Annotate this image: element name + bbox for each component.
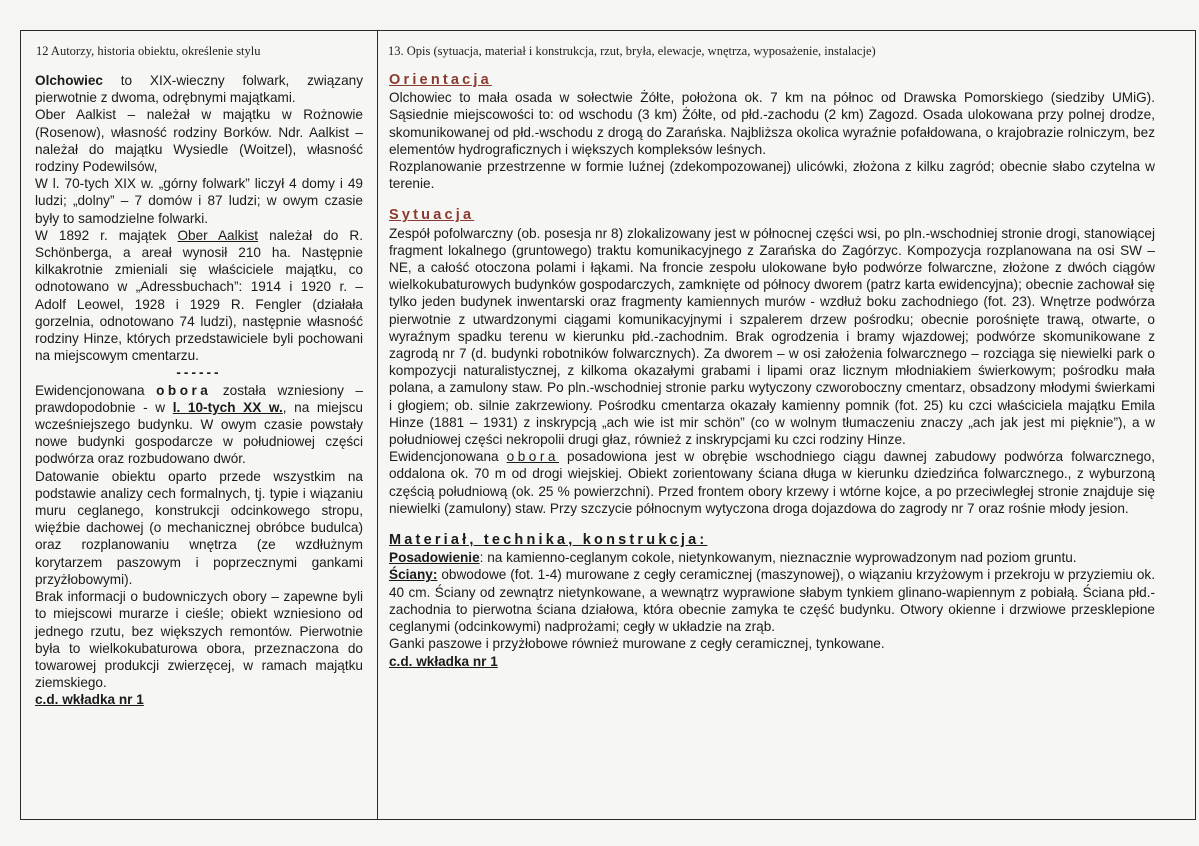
- ober-aalkist-paragraph: Ober Aalkist – należał w majątku w Rożnowie (Rosenow), własność rodziny Borków. Ndr. Aalkist – należał do majątku Wysiedle (Woitzel), własność rodziny Podewilsów,: [35, 107, 363, 175]
- orientacja-paragraph-2: Rozplanowanie przestrzenne w formie luźnej (zdekompozowanej) ulicówki, złożona z kilku zagród; obecnie słabo czytelna w terenie.: [389, 159, 1155, 192]
- intro-paragraph: [35, 72, 363, 106]
- seventies-paragraph: W l. 70-tych XIX w. „górny folwark” liczył 4 domy i 49 ludzi; „dolny” – 7 domów i 87 ludzi; w owym czasie były to samodzielne folwarki.: [35, 176, 363, 226]
- continued-note-right: c.d. wkładka nr 1: [389, 653, 498, 669]
- sciany-text: obwodowe (fot. 1-4) murowane z cegły ceramicznej (maszynowej), o wiązaniu krzyżowym i przekroju w przyziemiu ok. 40 cm. Ściany od zewnątrz nietynkowane, a wewnątrz wyprawione słabym tynkiem glinano-wapiennym z pobiałą. Ściana płd.-zachodnia to pierwotna ściana działowa, która obecnie zamyka te część budynku. Otwory okienne i drzwiowe przesklepione ceglanymi (odcinkowymi) nadprożami; cegły w układzie na zrąb.: [389, 567, 1155, 635]
- obora-text-b: została wzniesiony – prawdopodobnie - w: [35, 382, 364, 415]
- orientacja-paragraph-1: Olchowiec to mała osada w sołectwie Żółte, położona ok. 7 km na północ od Drawska Pomorskiego (siedziby UMiG). Sąsiednie miejscowości to: od wschodu (3 km) Żółte, od płd.-zachodu (2 km) Zagozd. Osada ulokowana przy polnej drodze, skomunikowanej od płd.-wschodu z drogą do Zarańska. Najbliższa okolica wyraźnie pofałdowana, o krajobrazie rolniczym, bez elementów hydrograficznych i większych kompleksów leśnych.: [389, 90, 1155, 157]
- column-divider: [377, 30, 378, 820]
- posadowienie-paragraph: [389, 549, 1155, 566]
- obora-word-right: obora: [506, 449, 559, 465]
- sytuacja-heading: Sytuacja: [389, 207, 475, 224]
- place-name: Olchowiec: [35, 73, 103, 88]
- obora-word: obora: [156, 382, 212, 398]
- datowanie-paragraph: Datowanie obiektu oparto przede wszystkim na podstawie analizy cech formalnych, tj. typie i wiązaniu muru ceglanego, konstrukcji odcinkowego stropu, więźbie dachowej (o mechanicznej obróbce budulca) oraz rozplanowaniu wnętrza (ze wzdłużnym korytarzem paszowym i poprzecznymi gankami przyżłobowymi).: [35, 468, 363, 587]
- sciany-paragraph: [389, 566, 1155, 635]
- posadowienie-text: : na kamienno-ceglanym cokole, nietynkowanym, nieznacznie wyprowadzonym nad poziom gruntu.: [479, 550, 1077, 566]
- obora-paragraph: [35, 382, 363, 468]
- separator-dashes: ------: [176, 365, 222, 381]
- obora-date: l. 10-tych XX w.: [172, 399, 283, 415]
- sytuacja-paragraph-2: [389, 448, 1155, 517]
- sytuacja-text-b: posadowiona jest w obrębie wschodniego ciągu dawnej zabudowy podwórza folwarcznego, oddalona ok. 70 m od drogi wiejskiej. Obiekt zorientowany ściana długa w kierunku dziedzińca folwarcznego., z wyburzoną częścią południową (ok. 25 % powierzchni). Przed frontem obory krzewy i wtórne kojce, a po przeciwległej stronie znajduje się niewielki (zamulony) staw. Przy szczycie północnym wytyczona droga dojazdowa do zagrody nr 7 oraz rośnie młody jesion.: [389, 449, 1156, 516]
- description-column: [389, 72, 1155, 670]
- sytuacja-text-a: Ewidencjonowana: [389, 449, 507, 465]
- obora-text-c: , na miejscu wcześniejszego budynku. W owym czasie powstały nowe budynki gospodarcze w południowej części podwórza oraz rozbudowano dwór.: [35, 399, 363, 467]
- material-heading: Materiał, technika, konstrukcja:: [389, 532, 708, 549]
- history-column: [35, 72, 363, 709]
- posadowienie-label: Posadowienie: [389, 550, 480, 566]
- sytuacja-paragraph-1: Zespół pofolwarczny (ob. posesja nr 8) zlokalizowany jest w północnej części wsi, po pln.-wschodniej stronie drogi, stanowiącej fragment lokalnego (gruntowego) traktu komunikacyjnego z Zarańska do Zagórzyc. Kompozycja rozplanowana na osi SW – NE, a całość otoczona polami i łąkami. Na froncie zespołu ulokowane było podwórze folwarczne, złożone z dwóch ciągów wielkokubaturowych budynków gospodarczych, zamknięte od północy dworem (patrz karta ewidencyjna); obecnie zachował się tylko jeden budynek inwentarski oraz fragmenty kamiennych murów - wzdłuż boku zachodniego (fot. 23). Wnętrze podwórza pierwotnie z utwardzonymi ciągami komunikacyjnymi i szpalerem drzew pośrodku; obecnie porośnięte trawą, otwarte, o wyraźnym spadku terenu w kierunku płd.-zachodnim. Brak ogrodzenia i bramy wjazdowej; podwórze skomunikowane z zagrodą nr 7 (d. budynki robotników folwarcznych). Za dworem – w osi założenia folwarcznego – rozciąga się niewielki park o kompozycji naturalistycznej, z kilkoma okazałymi grabami i lipami oraz licznym młodniakiem świerkowym; pośrodku mała polana, a zamulony staw. Po pln.-wschodniej stronie parku wytyczony czworoboczny cmentarz, obsadzony młodymi świerkami i głogiem; ob. silnie zakrzewiony. Pośrodku cmentarza okazały kamienny pomnik (fot. 25) ku czci właściciela majątku Emila Hinze (1881 – 1931) z inskrypcją „ach wie ist mir schön” (co w wolnym tłumaczeniu znaczy „ach jak jest mi pięknie”), a w południowej części nekropolii drugi głaz, również z inskrypcjami ku czci rodziny Hinze.: [389, 225, 1155, 448]
- obora-text-a: Ewidencjonowana: [35, 382, 157, 398]
- left-section-header: 12 Autorzy, historia obiektu, określenie stylu: [36, 44, 261, 58]
- continued-note-left: c.d. wkładka nr 1: [35, 692, 144, 708]
- right-section-header: 13. Opis (sytuacja, materiał i konstrukcja, rzut, bryła, elewacje, wnętrza, wyposażenie, instalacje): [388, 44, 876, 58]
- year-1892-paragraph: [35, 227, 363, 365]
- text-1892-a: W 1892 r. majątek: [35, 227, 178, 243]
- orientacja-heading: Orientacja: [389, 72, 492, 88]
- intro-text: to XIX-wieczny folwark, związany pierwotnie z dwoma, odrębnymi majątkami.: [35, 73, 363, 106]
- ober-aalkist-underlined: Ober Aalkist: [177, 227, 259, 243]
- brak-paragraph: Brak informacji o budowniczych obory – zapewne byli to miejscowi murarze i cieśle; obiekt wzniesiono od jednego rzutu, bez większych remontów. Pierwotnie była to wielkokubaturowa obora, przeznaczona do towarowej produkcji zwierzęcej, w ramach majątku ziemskiego.: [35, 589, 363, 691]
- text-1892-b: należał do R. Schönberga, a areał wynosił 210 ha. Następnie kilkakrotnie zmieniali się właściciele majątku, co odnotowano w „Adressbuchach”: 1914 i 1920 r. – Adolf Leowel, 1928 i 1929 R. Fengler (działała gorzelnia, odnotowano 74 ludzi), następnie własność rodziny Hinze, których przedstawiciele byli pochowani na miejscowym cmentarzu.: [35, 227, 363, 364]
- ganki-paragraph: Ganki paszowe i przyżłobowe również murowane z cegły ceramicznej, tynkowane.: [389, 636, 885, 652]
- sciany-label: Ściany:: [389, 567, 438, 583]
